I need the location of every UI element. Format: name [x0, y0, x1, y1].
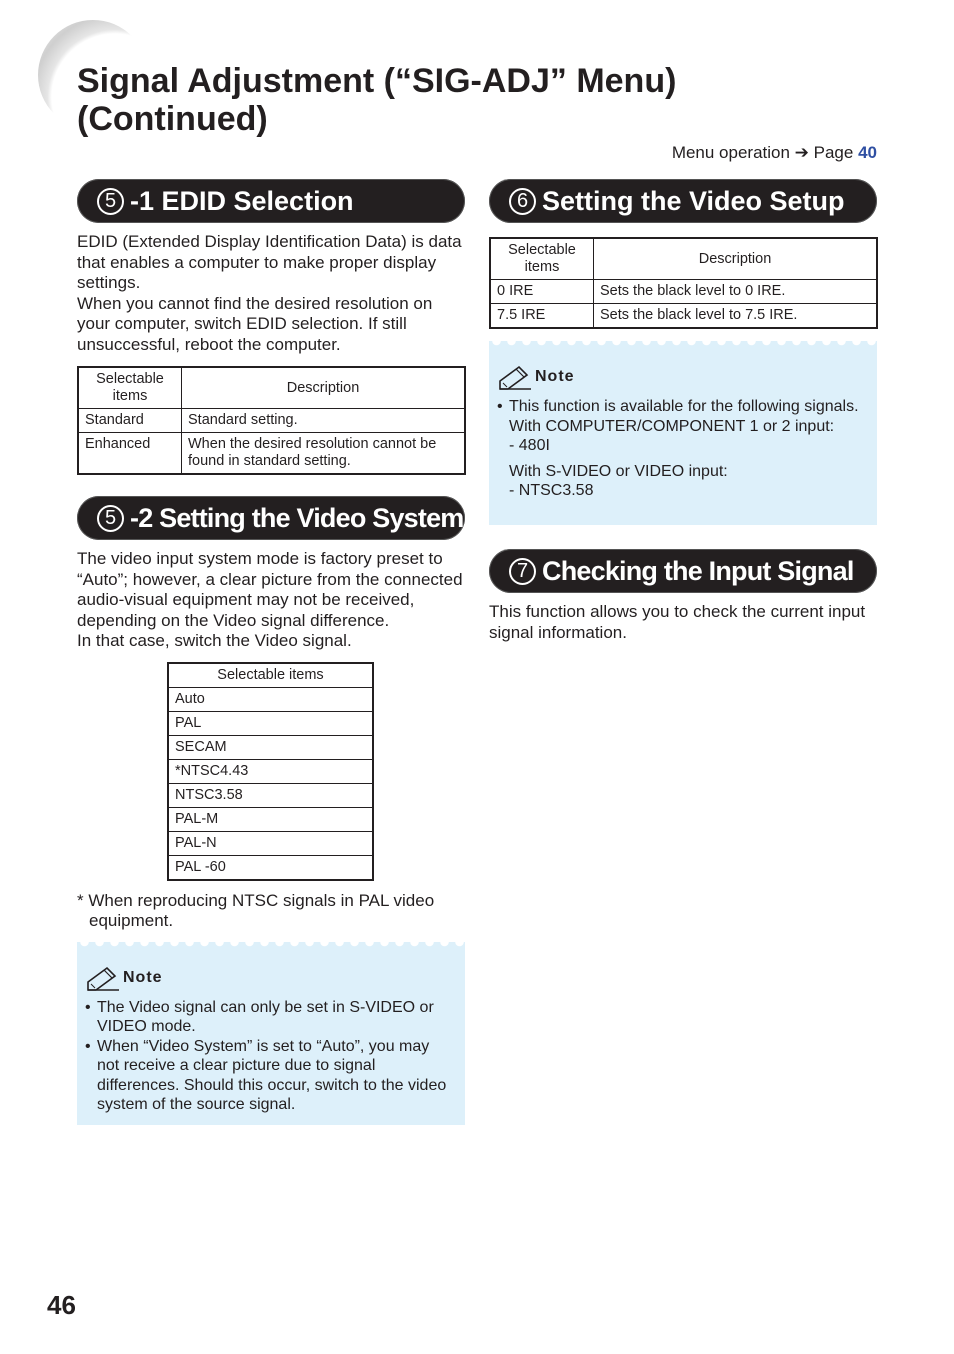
- table-row: SECAM: [168, 735, 373, 759]
- table-row: 7.5 IRE Sets the black level to 7.5 IRE.: [490, 304, 877, 329]
- right-column: [489, 179, 877, 643]
- video-setup-section-heading: [489, 179, 877, 223]
- video-system-section-heading: [77, 496, 465, 540]
- video-setup-heading-text: Setting the Video Setup: [542, 185, 845, 216]
- list-item: • The Video signal can only be set in S-VIDEO or VIDEO mode.: [85, 998, 453, 1037]
- table-row: PAL -60: [168, 855, 373, 880]
- table-row: *NTSC4.43: [168, 759, 373, 783]
- table-header: Selectable items: [490, 238, 594, 280]
- table-row: PAL-M: [168, 807, 373, 831]
- pencil-note-icon: [85, 964, 121, 992]
- page-title: [77, 62, 877, 138]
- edid-table: [77, 366, 466, 475]
- page-title-line2: (Continued): [77, 100, 268, 138]
- table-header: Selectable items: [168, 663, 373, 688]
- video-system-footnote: * When reproducing NTSC signals in PAL video equipment.: [77, 890, 435, 930]
- video-system-heading-text: -2 Setting the Video System: [130, 502, 464, 533]
- list-item: • This function is available for the following signals. With COMPUTER/COMPONENT 1 or 2 input: - 480I With S-VIDEO or VIDEO input: - NTSC3.58: [497, 397, 865, 501]
- edid-description: EDID (Extended Display Identification Data) is data that enables a computer to make proper display settings. When you cannot find the desired resolution on your computer, switch EDID selection. If still unsuccessful, reboot the computer.: [77, 232, 462, 354]
- input-signal-section-heading: [489, 549, 877, 593]
- pencil-note-icon: [497, 363, 533, 391]
- table-row: NTSC3.58: [168, 783, 373, 807]
- edid-section-heading: [77, 179, 465, 223]
- input-signal-description: This function allows you to check the current input signal information.: [489, 602, 866, 642]
- video-system-note: [77, 942, 465, 1125]
- edid-heading-text: -1 EDID Selection: [130, 185, 354, 216]
- table-row: Auto: [168, 687, 373, 711]
- video-setup-note: [489, 341, 877, 525]
- table-header: Description: [594, 238, 878, 280]
- left-column: [77, 179, 465, 1125]
- table-row: Standard Standard setting.: [78, 409, 465, 433]
- table-header: Description: [182, 367, 466, 409]
- video-setup-table: [489, 237, 878, 329]
- note-heading: Note: [497, 363, 865, 391]
- section-number-icon: 5: [97, 188, 124, 215]
- video-system-table: [167, 662, 374, 881]
- note-heading: Note: [85, 964, 453, 992]
- table-row: Enhanced When the desired resolution cannot be found in standard setting.: [78, 433, 465, 475]
- section-number-icon: 7: [509, 558, 536, 585]
- section-number-icon: 6: [509, 188, 536, 215]
- menu-operation-text: Menu operation ➔ Page: [671, 143, 854, 162]
- video-system-description: The video input system mode is factory preset to “Auto”; however, a clear picture from the connected audio-visual equipment may not be received, depending on the Video signal difference. In that case, switch the Video signal.: [77, 549, 463, 650]
- table-header: Selectable items: [78, 367, 182, 409]
- table-row: PAL: [168, 711, 373, 735]
- page-title-line1: Signal Adjustment (“SIG-ADJ” Menu): [77, 62, 677, 100]
- menu-operation-ref: [672, 143, 877, 163]
- page-number: 46: [47, 1290, 76, 1320]
- input-signal-heading-text: Checking the Input Signal: [542, 555, 854, 586]
- section-number-icon: 5: [97, 505, 124, 532]
- list-item: • When “Video System” is set to “Auto”, you may not receive a clear picture due to signal differences. Should this occur, switch to the video system of the source signal.: [85, 1037, 453, 1115]
- table-row: 0 IRE Sets the black level to 0 IRE.: [490, 280, 877, 304]
- table-row: PAL-N: [168, 831, 373, 855]
- menu-operation-page-link[interactable]: 40: [858, 143, 877, 162]
